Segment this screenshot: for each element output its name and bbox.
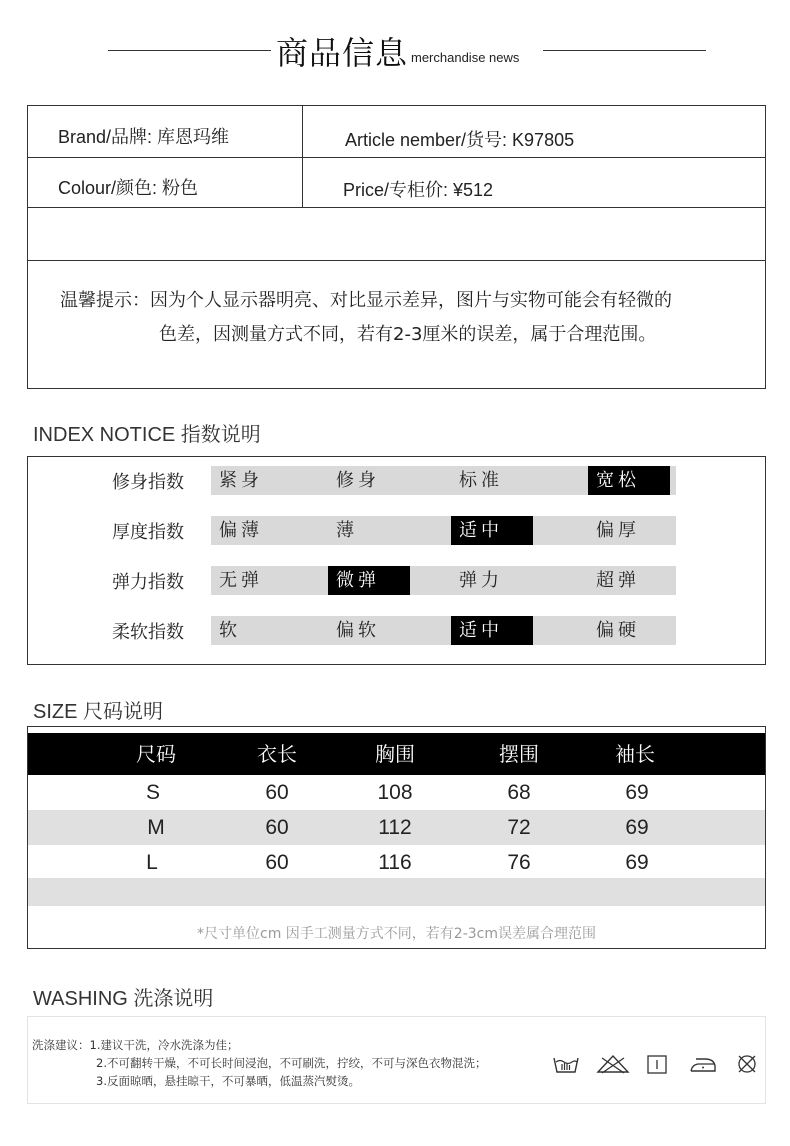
index-scale-bar — [211, 616, 676, 645]
index-scale-bar — [211, 466, 676, 495]
info-row-line — [28, 157, 765, 158]
table-cell: 69 — [625, 816, 649, 839]
header-rule-right — [543, 50, 706, 51]
do-not-dry-clean-icon — [736, 1053, 758, 1075]
price-field: Price/专柜价: ¥512 — [343, 180, 494, 200]
table-cell: 69 — [625, 851, 649, 874]
info-row-line — [28, 207, 765, 208]
size-header-cell: 袖长 — [615, 742, 655, 766]
table-cell: 116 — [378, 851, 412, 874]
index-option: 超弹 — [596, 570, 640, 591]
size-header-cell: 衣长 — [257, 742, 297, 766]
index-notice-title: INDEX NOTICE 指数说明 — [33, 424, 261, 446]
index-option: 修身 — [336, 470, 380, 491]
colour-field: Colour/颜色: 粉色 — [58, 178, 199, 198]
table-row-empty — [28, 878, 765, 906]
index-option: 偏硬 — [596, 620, 640, 641]
size-note: *尺寸单位cm 因手工测量方式不同，若有2-3cm误差属合理范围 — [197, 926, 596, 942]
brand-field: Brand/品牌: 库恩玛维 — [58, 127, 230, 147]
care-icons — [552, 1053, 762, 1077]
washing-title: WASHING 洗涤说明 — [33, 988, 214, 1010]
washing-line-1: 洗涤建议：1.建议干洗，冷水洗涤为佳； — [32, 1038, 239, 1052]
index-option: 薄 — [336, 520, 358, 541]
index-row-label: 柔软指数 — [112, 622, 184, 643]
table-cell: 68 — [507, 781, 531, 804]
table-cell: M — [147, 816, 165, 839]
notice-line-2: 色差，因测量方式不同，若有2-3厘米的误差，属于合理范围。 — [159, 324, 657, 345]
index-option: 无弹 — [219, 570, 263, 591]
table-cell: 60 — [265, 781, 289, 804]
size-header-cell: 摆围 — [499, 742, 539, 766]
index-option: 软 — [219, 620, 241, 641]
table-cell: 108 — [377, 781, 413, 804]
table-cell: 60 — [265, 851, 289, 874]
notice-line-1: 温馨提示：因为个人显示器明亮、对比显示差异，图片与实物可能会有轻微的 — [60, 290, 672, 311]
index-option-selected: 宽松 — [588, 466, 670, 495]
index-option-selected: 适中 — [451, 516, 533, 545]
index-option-selected: 适中 — [451, 616, 533, 645]
index-scale-bar — [211, 566, 676, 595]
info-row-line — [28, 260, 765, 261]
index-notice-box — [27, 456, 766, 665]
table-row — [28, 810, 765, 845]
index-scale-bar — [211, 516, 676, 545]
header-rule-left — [108, 50, 271, 51]
size-header-cell: 胸围 — [375, 742, 415, 766]
hand-wash-icon — [552, 1053, 580, 1075]
index-row-label: 修身指数 — [112, 472, 184, 493]
table-cell: 76 — [507, 851, 531, 874]
index-option: 偏厚 — [596, 520, 640, 541]
index-option: 弹力 — [459, 570, 503, 591]
index-row-label: 弹力指数 — [112, 572, 184, 593]
washing-box — [27, 1016, 766, 1104]
do-not-bleach-icon — [596, 1053, 630, 1075]
index-option-selected: 微弹 — [328, 566, 410, 595]
index-row-label: 厚度指数 — [112, 522, 184, 543]
size-header-cell: 尺码 — [136, 742, 176, 766]
table-cell: 112 — [378, 816, 412, 839]
article-field: Article nember/货号: K97805 — [345, 130, 575, 150]
size-table-header — [28, 733, 765, 775]
notice-text — [60, 284, 750, 352]
table-cell: S — [145, 781, 160, 804]
table-row — [28, 775, 765, 810]
table-cell: L — [146, 851, 158, 874]
table-cell: 69 — [625, 781, 649, 804]
table-row — [28, 845, 765, 880]
product-info-table — [27, 105, 766, 389]
tumble-dry-icon — [646, 1053, 668, 1075]
index-option: 标准 — [459, 470, 503, 491]
washing-line-2: 2.不可翻转干燥，不可长时间浸泡，不可刷洗，拧绞，不可与深色衣物混洗； — [96, 1056, 487, 1070]
iron-low-icon — [688, 1053, 718, 1075]
page-title: 商品信息 — [276, 34, 409, 72]
size-table — [27, 726, 766, 949]
index-option: 偏薄 — [219, 520, 263, 541]
washing-line-3: 3.反面晾晒，悬挂晾干，不可暴晒，低温蒸汽熨烫。 — [96, 1074, 360, 1088]
table-cell: 60 — [265, 816, 289, 839]
index-option: 偏软 — [336, 620, 380, 641]
table-cell: 72 — [507, 816, 531, 839]
page-subtitle: merchandise news — [411, 50, 520, 65]
size-title: SIZE 尺码说明 — [33, 701, 164, 723]
index-option: 紧身 — [219, 470, 263, 491]
